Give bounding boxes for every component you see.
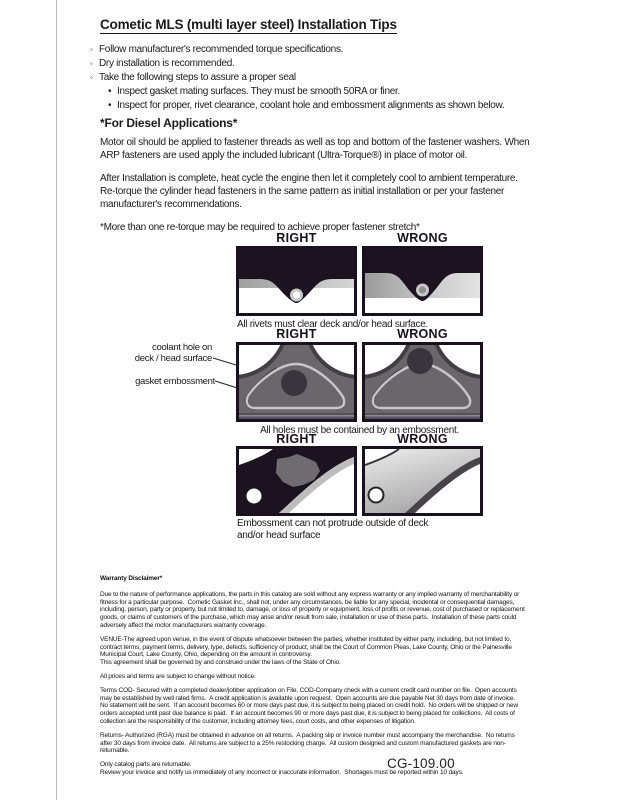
figure3-right-label: RIGHT — [276, 432, 317, 446]
embossment-protruding-diagram — [365, 449, 480, 513]
list-item — [90, 57, 560, 71]
document-code: CG-109.00 — [387, 756, 455, 771]
paragraph: Motor oil should be applied to fastener threads as well as top and bottom of the fastener washers. When ARP fasteners are used apply the included lubricant (Ultra-Torque®) in place of motor oil. — [100, 137, 532, 161]
list-item — [90, 71, 560, 85]
tip-text: Inspect for proper, rivet clearance, coolant hole and embossment alignments as shown below. — [117, 100, 505, 111]
figure1-wrong-label: WRONG — [397, 231, 448, 245]
figure1-right-panel — [236, 246, 357, 316]
tip-text: Take the following steps to assure a proper seal — [99, 72, 296, 83]
retorque-note: *More than one re-torque may be required to achieve proper fastener stretch* — [100, 222, 420, 233]
filled-bullet-icon: • — [108, 86, 112, 97]
catalog-parts-line: Only catalog parts are returnable. — [100, 761, 192, 769]
page-edge-rule — [56, 0, 57, 800]
filled-bullet-icon: • — [108, 100, 112, 111]
figure3-right-panel — [236, 446, 357, 516]
gasket-embossment-annotation: gasket embossment — [135, 376, 215, 387]
figure1-caption: All rivets must clear deck and/or head surface. — [237, 319, 428, 330]
tip-text: Follow manufacturer's recommended torque specifications. — [99, 44, 344, 55]
prices-line: All prices and terms are subject to change without notice. — [100, 672, 256, 680]
rivet-interference-diagram — [365, 249, 480, 313]
warranty-paragraph: Due to the nature of performance applications, the parts in this catalog are sold without any express warranty or any implied warranty of merchantability or fitness for a particular purpose. Cometic Gasket Inc., shall not, under any circumstances, be liable for any special, incidental or consequential damages, including, person, party or property, but not limited to, damage, or loss of property or equipment, loss of profits or revenue, cost of purchased or replacement goods, or claims of customers of the purchase, which may arise and/or result from sale, installation or use of these parts. Installation of these parts could adversely affect the motor manufacturers warranty coverage. — [100, 590, 527, 629]
coolant-hole-icon — [281, 370, 307, 396]
coolant-hole-icon — [407, 348, 433, 374]
bolt-hole-icon — [369, 488, 384, 503]
installation-tips-list — [90, 43, 560, 113]
embossment-inside-deck-diagram — [239, 449, 354, 513]
open-bullet-icon: ◦ — [90, 45, 93, 54]
legal-disclaimer-section — [100, 575, 526, 777]
open-bullet-icon: ◦ — [90, 59, 93, 68]
governing-law-line: This agreement shall be governed by and construed under the laws of the State of Ohio. — [100, 659, 341, 667]
figure2-right-panel — [236, 342, 357, 422]
returns-paragraph: Returns- Authorized (RGA) must be obtained in advance on all returns. A packing slip or invoice number must accompany the merchandise. No returns after 30 days from invoice date. All returns are subject to a 25% restocking charge. All custom designed and custom manufactured gaskets are non-returnable. — [100, 731, 517, 755]
warranty-disclaimer-heading: Warranty Disclaimer* — [100, 575, 163, 582]
figure3-wrong-label: WRONG — [397, 432, 448, 446]
list-item — [90, 85, 560, 99]
hole-outside-embossment-diagram — [365, 345, 480, 419]
diesel-applications-section — [100, 117, 530, 244]
rivet-clear-diagram — [239, 249, 354, 313]
terms-paragraph: Terms COD- Secured with a completed dealer/jobber application on File, COD-Company check with a current credit card number on file. Open accounts may be established by well rated firms. A credit application is available upon request. Open accounts are due payable Net 30 days from date of invoice. No statement will be sent. If an account becomes 60 or more days past due, it is subject to being placed on credit hold. No orders will be shipped or new orders accepted until past due balance is paid. If an account becomes 90 or more days past due, it is subject to being placed for collections. All costs of collection are the responsibility of the customer, including attorney fees, court costs, and other expenses of litigation. — [100, 686, 520, 725]
figure1-wrong-panel — [362, 246, 483, 316]
list-item — [90, 99, 560, 113]
figure2-wrong-panel — [362, 342, 483, 422]
list-item — [90, 43, 560, 57]
hole-inside-embossment-diagram — [239, 345, 354, 419]
figure3-wrong-panel — [362, 446, 483, 516]
review-invoice-line: Review your invoice and notify us immediately of any incorrect or inaccurate information. Shortages must be reported within 10 days. — [100, 768, 464, 776]
figure2-wrong-label: WRONG — [397, 327, 448, 341]
paragraph: After Installation is complete, heat cycle the engine then let it completely cool to ambient temperature. Re-torque the cylinder head fasteners in the same pattern as initial installation or per your fastener manufacturer's recommendations. — [100, 173, 521, 210]
open-bullet-icon: ◦ — [90, 73, 93, 82]
venue-paragraph: VENUE-The agreed upon venue, in the event of dispute whatsoever between the parties, whether instituted by either party, including, but not limited to, contract terms, payment terms, delivery, type, defects, sufficiency of product, shall be the Court of Common Pleas, Lake County, Ohio or the Painesville Municipal Court, Lake County, Ohio, depending on the amount in controversy. — [100, 635, 514, 659]
tip-text: Inspect gasket mating surfaces. They must be smooth 50RA or finer. — [117, 86, 400, 97]
tip-text: Dry installation is recommended. — [99, 58, 235, 69]
figure2-caption: All holes must be contained by an embossment. — [260, 425, 459, 436]
figure1-right-label: RIGHT — [276, 231, 317, 245]
figure3-caption: Embossment can not protrude outside of deck and/or head surface — [237, 518, 429, 541]
figure2-right-label: RIGHT — [276, 327, 317, 341]
coolant-hole-annotation: coolant hole on deck / head surface — [134, 342, 212, 364]
section-heading: *For Diesel Applications* — [100, 116, 238, 130]
bolt-hole-icon — [247, 489, 262, 504]
page-title: Cometic MLS (multi layer steel) Installation Tips — [100, 17, 397, 32]
